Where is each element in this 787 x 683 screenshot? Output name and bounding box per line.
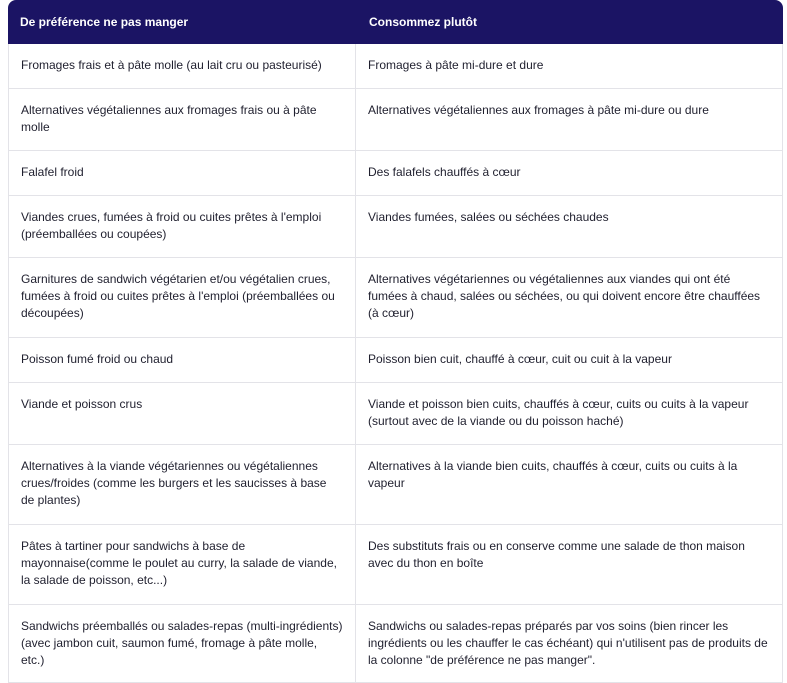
cell-avoid: Falafel froid (8, 151, 356, 196)
cell-avoid: Viande et poisson crus (8, 383, 356, 445)
table-row (8, 44, 783, 89)
cell-instead: Sandwichs ou salades-repas préparés par vos soins (bien rincer les ingrédients ou les chauffer le cas échéant) qui n'utilisent pas de produits de la colonne "de préférence ne pas manger". (356, 605, 783, 683)
table-body (8, 44, 783, 683)
cell-instead: Poisson bien cuit, chauffé à cœur, cuit ou cuit à la vapeur (356, 338, 783, 383)
cell-avoid: Alternatives végétaliennes aux fromages frais ou à pâte molle (8, 89, 356, 151)
table-row (8, 196, 783, 258)
cell-avoid: Pâtes à tartiner pour sandwichs à base de mayonnaise(comme le poulet au curry, la salade de viande, la salade de poisson, etc...) (8, 525, 356, 605)
cell-avoid: Garnitures de sandwich végétarien et/ou végétalien crues, fumées à froid ou cuites prêtes à l'emploi (préemballées ou découpées) (8, 258, 356, 338)
cell-instead: Alternatives végétariennes ou végétaliennes aux viandes qui ont été fumées à chaud, salées ou séchées, ou qui doivent encore être chauffées (à cœur) (356, 258, 783, 338)
food-comparison-table (8, 0, 783, 683)
cell-avoid: Sandwichs préemballés ou salades-repas (multi-ingrédients) (avec jambon cuit, saumon fumé, fromage à pâte molle, etc.) (8, 605, 356, 683)
cell-avoid: Viandes crues, fumées à froid ou cuites prêtes à l'emploi (préemballées ou coupées) (8, 196, 356, 258)
table-row (8, 383, 783, 445)
food-comparison-table-wrapper (8, 0, 783, 683)
table-row (8, 605, 783, 683)
table-row (8, 525, 783, 605)
cell-instead: Fromages à pâte mi-dure et dure (356, 44, 783, 89)
cell-instead: Viande et poisson bien cuits, chauffés à cœur, cuits ou cuits à la vapeur (surtout avec de la viande ou du poisson haché) (356, 383, 783, 445)
table-row (8, 445, 783, 525)
cell-instead: Alternatives végétaliennes aux fromages à pâte mi-dure ou dure (356, 89, 783, 151)
table-row (8, 151, 783, 196)
header-avoid: De préférence ne pas manger (8, 0, 356, 44)
table-row (8, 89, 783, 151)
header-row (8, 0, 783, 44)
table-row (8, 338, 783, 383)
cell-instead: Viandes fumées, salées ou séchées chaudes (356, 196, 783, 258)
table-header (8, 0, 783, 44)
cell-instead: Des substituts frais ou en conserve comme une salade de thon maison avec du thon en boîte (356, 525, 783, 605)
cell-avoid: Fromages frais et à pâte molle (au lait cru ou pasteurisé) (8, 44, 356, 89)
cell-avoid: Poisson fumé froid ou chaud (8, 338, 356, 383)
cell-instead: Alternatives à la viande bien cuits, chauffés à cœur, cuits ou cuits à la vapeur (356, 445, 783, 525)
cell-instead: Des falafels chauffés à cœur (356, 151, 783, 196)
cell-avoid: Alternatives à la viande végétariennes ou végétaliennes crues/froides (comme les burgers et les saucisses à base de plantes) (8, 445, 356, 525)
header-instead: Consommez plutôt (356, 0, 783, 44)
table-row (8, 258, 783, 338)
